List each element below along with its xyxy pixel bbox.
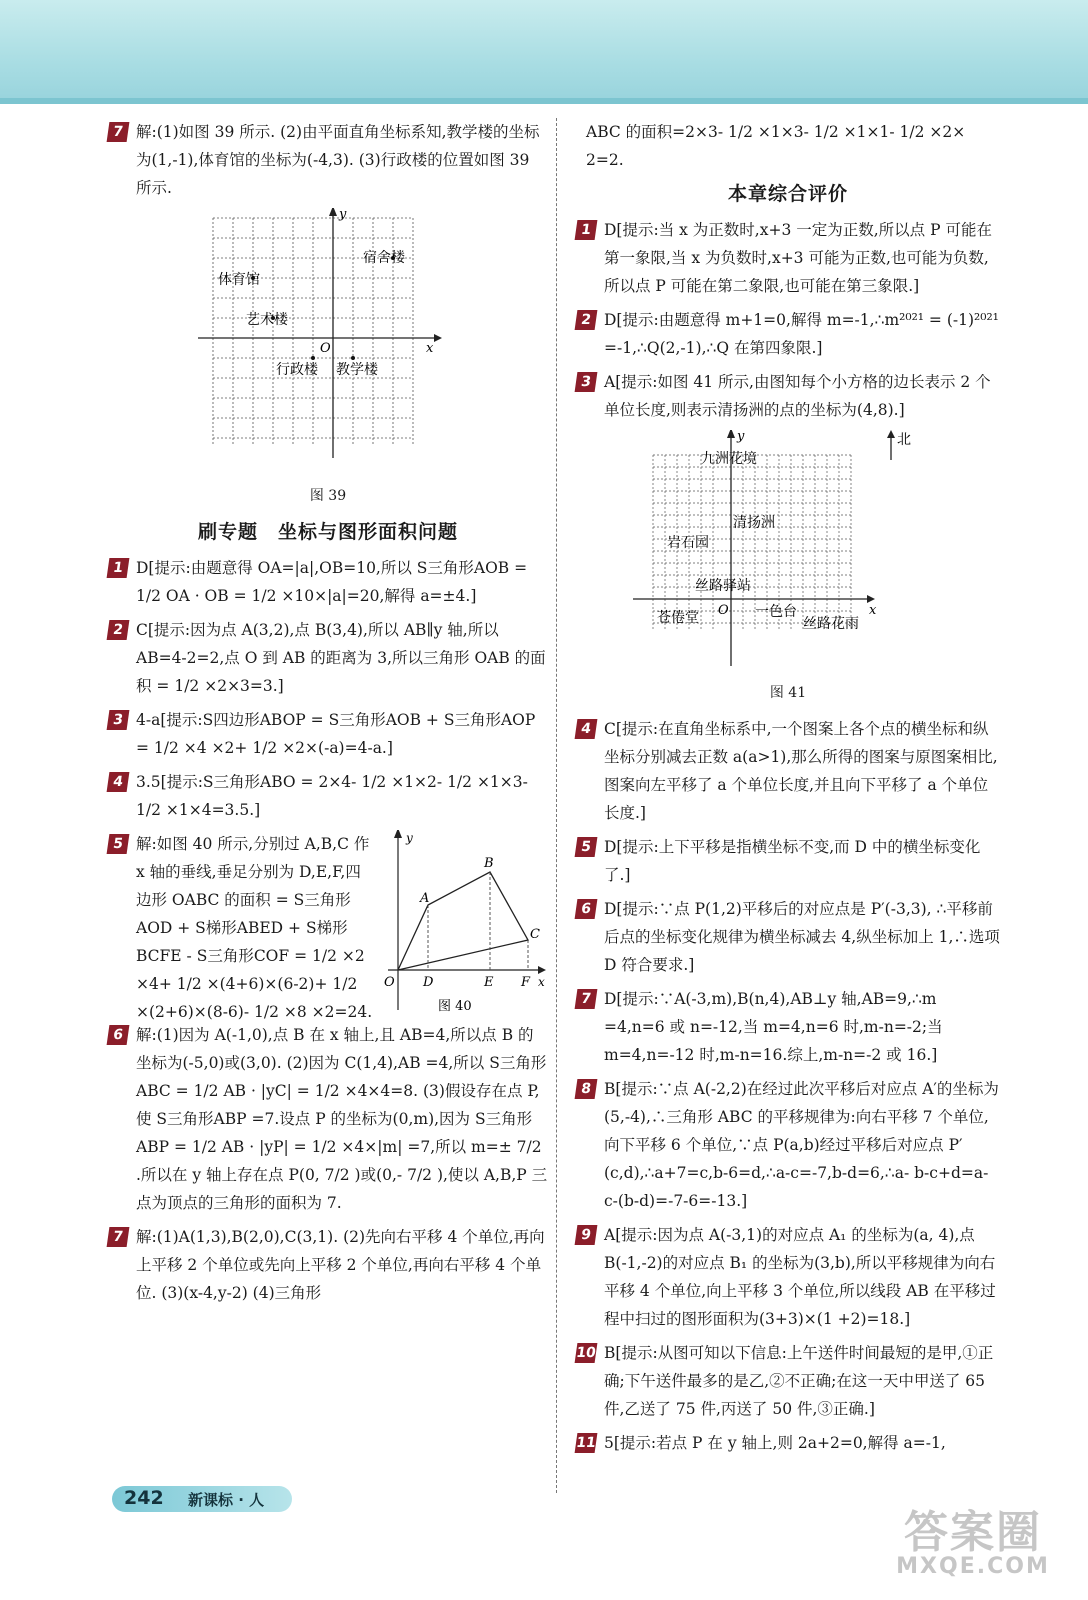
figure-caption: 图 39 (309, 488, 347, 504)
answer-item (108, 118, 548, 202)
item-number-badge: 11 (575, 1435, 597, 1451)
answer-text: 5[提示:若点 P 在 y 轴上,则 2a+2=0,解得 a=-1, (604, 1434, 946, 1452)
answer-item (576, 1429, 1000, 1457)
label-yisetai: 一色台 (755, 604, 797, 620)
item-number-badge: 1 (107, 558, 130, 578)
label-art: 艺术楼 (246, 312, 288, 328)
answer-text: 解:(1)如图 39 所示. (2)由平面直角坐标系知,教学楼的坐标为(1,-1),体育馆的坐标为(-4,3). (3)行政楼的位置如图 39 所示. (136, 123, 540, 197)
figure-40-graph (378, 830, 548, 1020)
section-title: 本章综合评价 (727, 183, 848, 205)
label-silu-station: 丝路驿站 (695, 578, 751, 594)
origin-label: O (320, 341, 331, 356)
page-number: 242 (124, 1487, 164, 1509)
point-label: B (484, 856, 494, 871)
answer-item (108, 830, 548, 1021)
figure-caption: 图 41 (769, 685, 807, 701)
item-number-badge: 9 (575, 1225, 598, 1245)
point-label: F (521, 975, 531, 990)
item-number-badge: 1 (575, 220, 598, 240)
answer-text: A[提示:因为点 A(-3,1)的对应点 A₁ 的坐标为(a, 4),点 B(-1,-2)的对应点 B₁ 的坐标为(3,b),所以平移规律为向右平移 4 个单位,向上平移 3 个单位,所以线段 AB 在平移过程中扫过的图形面积为(3+3)×(1 +2)=18.] (604, 1226, 996, 1328)
item-number-badge: 6 (575, 899, 598, 919)
column-divider (556, 118, 557, 1493)
label-yanshi: 岩石园 (667, 535, 709, 551)
x-axis-label: x (426, 341, 434, 356)
section-title: 刷专题 坐标与图形面积问题 (197, 521, 458, 543)
answer-text: 4-a[提示:S四边形ABOP = S三角形AOB + S三角形AOP = 1/2 ×4 ×2+ 1/2 ×2×(-a)=4-a.] (136, 711, 536, 757)
answer-text: D[提示:∵A(-3,m),B(n,4),AB⊥y 轴,AB=9,∴m =4,n=6 或 n=-12,当 m=4,n=6 时,m-n=-2;当 m=4,n=-12 时,m-n=16.综上,m-n=-2 或 16.] (604, 990, 943, 1064)
label-gym: 体育馆 (218, 272, 260, 288)
item-number-badge: 5 (575, 837, 598, 857)
label-teach: 教学楼 (336, 362, 378, 378)
item-number-badge: 3 (575, 372, 598, 392)
answer-item (108, 706, 548, 762)
answer-text: A[提示:如图 41 所示,由图知每个小方格的边长表示 2 个单位长度,则表示清扬洲的点的坐标为(4,8).] (604, 373, 991, 419)
page-number-tab (112, 1486, 292, 1512)
answer-item (576, 1339, 1000, 1423)
site-watermark (888, 1496, 1058, 1586)
label-north: 北 (897, 432, 911, 448)
item-number-badge: 2 (107, 620, 130, 640)
figure-caption: 图 40 (438, 999, 472, 1014)
origin-label: O (718, 603, 729, 618)
answer-text: D[提示:由题意得 m+1=0,解得 m=-1,∴m²⁰²¹ = (-1)²⁰²¹ =-1,∴Q(2,-1),∴Q 在第四象限.] (604, 311, 999, 357)
figure-41-graph (623, 430, 953, 675)
x-axis-label: x (538, 975, 545, 989)
label-dorm: 宿舍楼 (363, 250, 405, 266)
page-header-band (0, 0, 1088, 104)
answer-item (576, 1075, 1000, 1215)
answer-text: B[提示:∵点 A(-2,2)在经过此次平移后对应点 A′的坐标为(5,-4),∴三角形 ABC 的平移规律为:向右平移 7 个单位,向下平移 6 个单位,∵点 P(a,b)经过平移后对应点 P′(c,d),∴a+7=c,b-6=d,∴a-c=-7,b-d=6,∴a- b-c+d=a-c-(b-d)=-7-6=-13.] (604, 1080, 999, 1210)
point-label: E (484, 975, 494, 990)
answer-text: B[提示:从图可知以下信息:上午送件时间最短的是甲,①正确;下午送件最多的是乙,②不正确;在这一天中甲送了 65 件,乙送了 75 件,丙送了 50 件,③正确.] (604, 1344, 994, 1418)
item-number-badge: 7 (575, 989, 598, 1009)
item-number-badge: 5 (107, 834, 130, 854)
item-number-badge: 8 (575, 1079, 598, 1099)
edition-label: 新课标 · 人 (188, 1491, 265, 1509)
point-label: D (423, 975, 434, 990)
answer-item (576, 216, 1000, 300)
answer-item (108, 1021, 548, 1217)
answer-item (576, 306, 1000, 362)
figure-39-graph (198, 208, 458, 478)
item-number-badge: 7 (107, 1227, 130, 1247)
answer-item (576, 715, 1000, 827)
answer-text: 3.5[提示:S三角形ABO = 2×4- 1/2 ×1×2- 1/2 ×1×3- 1/2 ×1×4=3.5.] (136, 773, 528, 819)
answer-item (576, 1221, 1000, 1333)
label-admin: 行政楼 (276, 362, 318, 378)
answer-text: ABC 的面积=2×3- 1/2 ×1×3- 1/2 ×1×1- 1/2 ×2× 2=2. (586, 123, 966, 169)
origin-label: O (384, 975, 395, 990)
watermark-line2: MXQE.COM (896, 1554, 1050, 1579)
point-label: C (530, 927, 540, 942)
item-number-badge: 4 (107, 772, 130, 792)
item-number-badge: 6 (107, 1025, 130, 1045)
answer-text: C[提示:在直角坐标系中,一个图案上各个点的横坐标和纵坐标分别减去正数 a(a>1),那么所得的图案与原图案相比,图案向左平移了 a 个单位长度,并且向下平移了 a 个单位长度.] (604, 720, 998, 822)
answer-text: C[提示:因为点 A(3,2),点 B(3,4),所以 AB∥y 轴,所以 AB=4-2=2,点 O 到 AB 的距离为 3,所以三角形 OAB 的面积 = 1/2 ×2×3=3.] (136, 621, 546, 695)
right-column (576, 118, 1000, 1463)
answer-text: 解:(1)A(1,3),B(2,0),C(3,1). (2)先向右平移 4 个单位,再向上平移 2 个单位或先向上平移 2 个单位,再向右平移 4 个单位. (3)(x-4,y-2) (4)三角形 (136, 1228, 545, 1302)
answer-item (576, 985, 1000, 1069)
answer-text: D[提示:∵点 P(1,2)平移后的对应点是 P′(-3,3), ∴平移前后点的坐标变化规律为横坐标减去 4,纵坐标加上 1,∴选项 D 符合要求.] (604, 900, 1000, 974)
point-label: A (420, 891, 430, 906)
figure-41 (623, 430, 953, 675)
answer-item (576, 833, 1000, 889)
label-qingyang: 清扬洲 (733, 515, 775, 531)
watermark-line1: 答案圈 (904, 1507, 1042, 1558)
y-axis-label: y (406, 831, 413, 845)
item-number-badge: 3 (107, 710, 130, 730)
item-number-badge: 4 (575, 719, 598, 739)
item-number-badge: 2 (575, 310, 598, 330)
answer-item (576, 368, 1000, 424)
continued-text (576, 118, 1000, 174)
label-silu-garden: 丝路花雨 (803, 616, 859, 632)
answer-text: D[提示:当 x 为正数时,x+3 一定为正数,所以点 P 可能在第一象限,当 x 为负数时,x+3 可能为正数,也可能为负数,所以点 P 可能在第二象限,也可能在第三象限.] (604, 221, 992, 295)
item-number-badge: 10 (575, 1345, 597, 1361)
answer-item (108, 1223, 548, 1307)
left-column (108, 118, 548, 1313)
answer-text: D[提示:上下平移是指横坐标不变,而 D 中的横坐标变化了.] (604, 838, 981, 884)
y-axis-label: y (737, 430, 745, 444)
answer-item (108, 768, 548, 824)
answer-item (108, 554, 548, 610)
answer-text: 解:(1)因为 A(-1,0),点 B 在 x 轴上,且 AB=4,所以点 B 的坐标为(-5,0)或(3,0). (2)因为 C(1,4),AB =4,所以 S三角形ABC = 1/2 AB · |yC| = 1/2 ×4×4=8. (3)假设存在点 P,使 S三角形ABP =7.设点 P 的坐标为(0,m),因为 S三角形ABP = 1/2 AB · |yP| = 1/2 ×4×|m| =7,所以 m=± 7/2 .所以在 y 轴上存在点 P(0, 7/2 )或(0,- 7/2 ),使以 A,B,P 三点为顶点的三角形的面积为 7. (136, 1026, 548, 1212)
y-axis-label: y (339, 208, 347, 222)
answer-item (576, 895, 1000, 979)
item-number-badge: 7 (107, 122, 130, 142)
figure-39 (198, 208, 458, 478)
label-jiuzhou: 九洲花境 (701, 451, 757, 467)
label-canjuan: 苍倦堂 (657, 610, 699, 626)
answer-text: D[提示:由题意得 OA=|a|,OB=10,所以 S三角形AOB = 1/2 OA · OB = 1/2 ×10×|a|=20,解得 a=±4.] (136, 559, 528, 605)
answer-text: 解:如图 40 所示,分别过 A,B,C 作 x 轴的垂线,垂足分别为 D,E,F,四边形 OABC 的面积 = S三角形AOD + S梯形ABED + S梯形BCFE - S三角形COF = 1/2 ×2 ×4+ 1/2 ×(4+6)×(6-2)+ 1/2 ×(2+6)×(8-6)- 1/2 ×8 ×2=24. (136, 835, 373, 1021)
answer-item (108, 616, 548, 700)
x-axis-label: x (869, 603, 877, 618)
